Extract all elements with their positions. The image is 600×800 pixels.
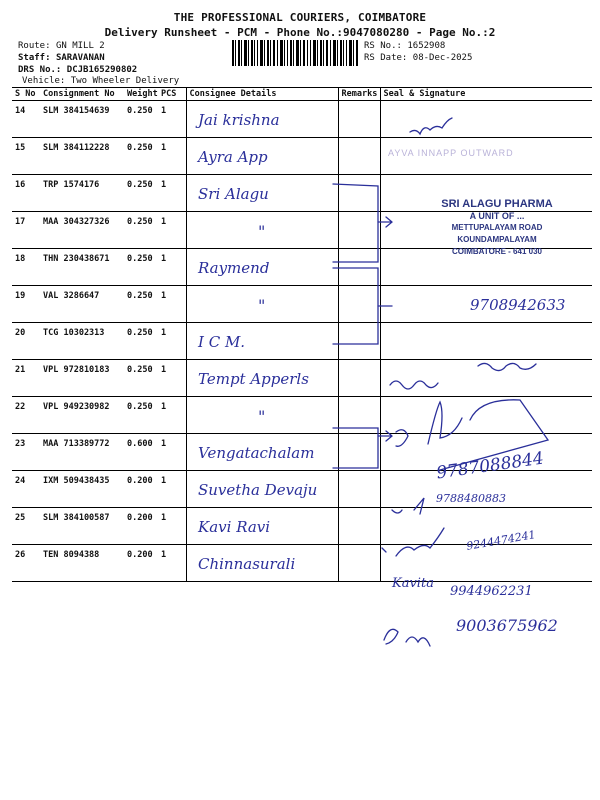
consignee-handwriting: " — [258, 407, 266, 426]
table-row — [12, 545, 592, 582]
row-pcs: 1 — [158, 545, 186, 582]
row-sno: 20 — [12, 323, 40, 360]
consignee-handwriting: Sri Alagu — [198, 185, 269, 203]
consignee-handwriting: " — [258, 296, 266, 315]
row-weight: 0.200 — [124, 545, 158, 582]
row-consignment: SLM 384112228 — [40, 138, 124, 175]
row-sno: 26 — [12, 545, 40, 582]
rs-no-value: 1652908 — [407, 41, 446, 51]
row-weight: 0.250 — [124, 323, 158, 360]
consignee-handwriting: Ayra App — [198, 148, 268, 166]
row-remarks-cell — [338, 323, 380, 360]
row-weight: 0.200 — [124, 508, 158, 545]
row-pcs: 1 — [158, 101, 186, 138]
runsheet-table — [12, 87, 592, 582]
row-pcs: 1 — [158, 249, 186, 286]
faded-outward-stamp: AYVA INNAPP OUTWARD — [388, 148, 514, 158]
row-sno: 21 — [12, 360, 40, 397]
stamp-line-5: COIMBATORE - 641 030 — [452, 247, 542, 256]
col-remarks: Remarks — [338, 88, 380, 101]
table-header-row — [12, 88, 592, 101]
row-weight: 0.250 — [124, 397, 158, 434]
row-remarks-cell — [338, 434, 380, 471]
barcode-icon — [232, 40, 358, 66]
consignee-handwriting: I C M. — [198, 333, 246, 351]
row-consignment: MAA 713389772 — [40, 434, 124, 471]
row-weight: 0.250 — [124, 249, 158, 286]
col-consignee: Consignee Details — [186, 88, 338, 101]
row-weight: 0.200 — [124, 471, 158, 508]
row-consignment: VPL 949230982 — [40, 397, 124, 434]
col-signature: Seal & Signature — [380, 88, 592, 101]
row-consignment: VAL 3286647 — [40, 286, 124, 323]
consignee-handwriting: Vengatachalam — [198, 444, 315, 462]
route-label: Route: — [18, 41, 51, 51]
row-sno: 22 — [12, 397, 40, 434]
signature-phone-25: 9944962231 — [450, 584, 533, 599]
row-remarks-cell — [338, 508, 380, 545]
row-consignment: VPL 972810183 — [40, 360, 124, 397]
row-pcs: 1 — [158, 471, 186, 508]
row-signature-cell — [380, 397, 592, 434]
row-consignment: SLM 384154639 — [40, 101, 124, 138]
row-consignment: THN 230438671 — [40, 249, 124, 286]
runsheet-subtitle: Delivery Runsheet - PCM - Phone No.:9047080280 - Page No.:2 — [104, 26, 496, 39]
row-sno: 25 — [12, 508, 40, 545]
col-sno: S No — [12, 88, 40, 101]
row-consignment: SLM 384100587 — [40, 508, 124, 545]
row-consignment: TRP 1574176 — [40, 175, 124, 212]
row-signature-cell — [380, 101, 592, 138]
signature-name-25: Kavita — [392, 576, 434, 591]
col-consignment: Consignment No — [40, 88, 124, 101]
row-remarks-cell — [338, 101, 380, 138]
row-pcs: 1 — [158, 286, 186, 323]
signature-phone-18: 9708942633 — [470, 296, 566, 314]
route-line — [18, 41, 105, 51]
table-row — [12, 101, 592, 138]
signature-phone-23: 9788480883 — [436, 492, 506, 505]
row-remarks-cell — [338, 138, 380, 175]
col-weight: Weight — [124, 88, 158, 101]
drs-line — [18, 65, 137, 75]
row-consignment: TEN 8094388 — [40, 545, 124, 582]
row-weight: 0.250 — [124, 360, 158, 397]
vehicle-value: Two Wheeler Delivery — [70, 76, 180, 86]
row-sno: 14 — [12, 101, 40, 138]
row-sno: 23 — [12, 434, 40, 471]
row-signature-cell — [380, 360, 592, 397]
consignee-handwriting: Chinnasurali — [198, 555, 296, 573]
table-row — [12, 397, 592, 434]
consignee-handwriting: Raymend — [198, 259, 270, 277]
row-consignment: MAA 304327326 — [40, 212, 124, 249]
row-remarks-cell — [338, 397, 380, 434]
stamp-line-3: METTUPALAYAM ROAD — [451, 223, 543, 232]
staff-line — [18, 53, 105, 63]
signature-phone-22: 9787088844 — [435, 448, 546, 484]
rs-date-line — [364, 53, 472, 63]
rs-no-line — [364, 41, 445, 51]
row-sno: 24 — [12, 471, 40, 508]
row-pcs: 1 — [158, 212, 186, 249]
row-sno: 15 — [12, 138, 40, 175]
row-weight: 0.250 — [124, 286, 158, 323]
route-value: GN MILL 2 — [55, 41, 105, 51]
row-remarks-cell — [338, 175, 380, 212]
row-remarks-cell — [338, 286, 380, 323]
sri-alagu-stamp — [402, 198, 592, 258]
rs-date-label: RS Date: — [364, 53, 408, 63]
row-sno: 16 — [12, 175, 40, 212]
row-sno: 18 — [12, 249, 40, 286]
row-remarks-cell — [338, 360, 380, 397]
row-remarks-cell — [338, 471, 380, 508]
row-pcs: 1 — [158, 138, 186, 175]
stamp-line-1: SRI ALAGU PHARMA — [441, 198, 553, 210]
row-pcs: 1 — [158, 397, 186, 434]
stamp-line-4: KOUNDAMPALAYAM — [457, 235, 537, 244]
stamp-line-2: A UNIT OF ... — [469, 211, 525, 221]
row-remarks-cell — [338, 249, 380, 286]
row-remarks-cell — [338, 545, 380, 582]
consignee-handwriting: Jai krishna — [198, 111, 280, 129]
row-sno: 19 — [12, 286, 40, 323]
signature-phone-26: 9003675962 — [456, 616, 558, 635]
drs-label: DRS No.: — [18, 65, 62, 75]
table-row — [12, 323, 592, 360]
row-sno: 17 — [12, 212, 40, 249]
signature-phone-24: 9244474241 — [465, 528, 537, 553]
row-weight: 0.600 — [124, 434, 158, 471]
row-signature-cell — [380, 323, 592, 360]
row-weight: 0.250 — [124, 101, 158, 138]
row-consignment: IXM 509438435 — [40, 471, 124, 508]
consignee-handwriting: Kavi Ravi — [198, 518, 271, 536]
vehicle-line — [22, 76, 179, 86]
row-weight: 0.250 — [124, 212, 158, 249]
row-weight: 0.250 — [124, 175, 158, 212]
consignee-handwriting: Tempt Apperls — [198, 370, 309, 388]
drs-value: DCJB165290802 — [66, 65, 138, 75]
staff-value: SARAVANAN — [55, 53, 105, 63]
row-pcs: 1 — [158, 323, 186, 360]
consignee-handwriting: Suvetha Devaju — [198, 481, 318, 499]
row-pcs: 1 — [158, 434, 186, 471]
row-pcs: 1 — [158, 360, 186, 397]
row-pcs: 1 — [158, 508, 186, 545]
company-title: THE PROFESSIONAL COURIERS, COIMBATORE — [173, 11, 427, 24]
row-remarks-cell — [338, 212, 380, 249]
rs-date-value: 08-Dec-2025 — [412, 53, 473, 63]
staff-label: Staff: — [18, 53, 51, 63]
row-weight: 0.250 — [124, 138, 158, 175]
row-consignment: TCG 10302313 — [40, 323, 124, 360]
consignee-handwriting: " — [258, 222, 266, 241]
row-pcs: 1 — [158, 175, 186, 212]
col-pcs: PCS — [158, 88, 186, 101]
rs-no-label: RS No.: — [364, 41, 402, 51]
vehicle-label: Vehicle: — [22, 76, 66, 86]
